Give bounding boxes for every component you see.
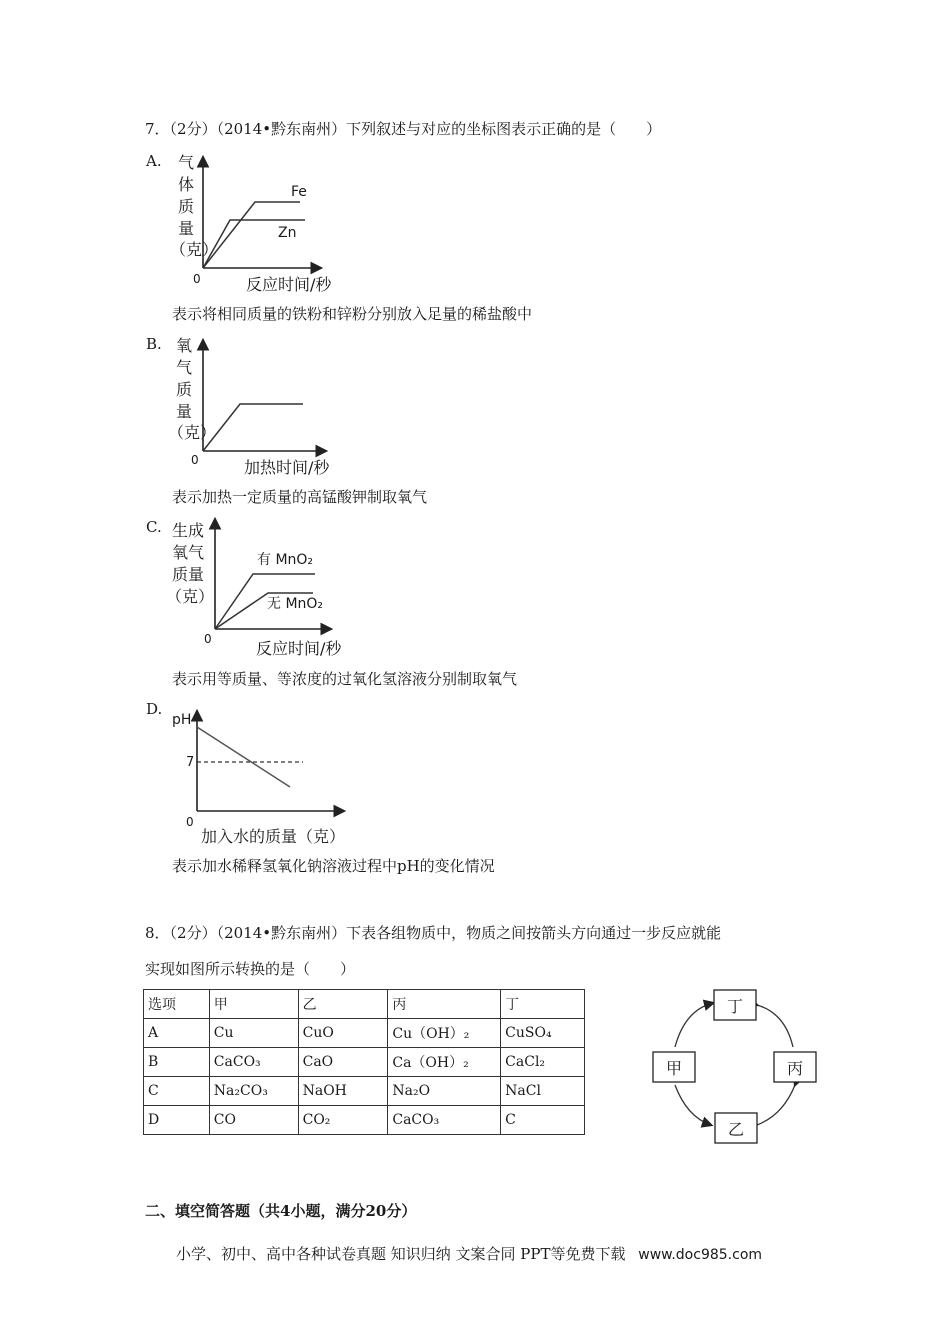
graph-c-ylabel-2: 氧气 <box>172 543 205 562</box>
table-cell: Cu（OH）₂ <box>388 1019 501 1048</box>
table-cell: Na₂O <box>388 1077 501 1106</box>
table-cell: CaO <box>298 1048 388 1077</box>
graph-a-ylabel-2: 体 <box>178 175 195 194</box>
arrow-jia-to-ding <box>675 1003 713 1047</box>
table-cell: A <box>144 1019 210 1048</box>
graph-a-ylabel-1: 气 <box>178 153 195 172</box>
graph-c-without-mno2-label: 无 MnO₂ <box>267 596 324 612</box>
graph-c-xlabel: 反应时间/秒 <box>256 639 342 658</box>
node-jia-label: 甲 <box>666 1059 683 1078</box>
table-cell: C <box>144 1077 210 1106</box>
table-row <box>144 1019 585 1048</box>
graph-a-ylabel-5: （克） <box>170 240 219 259</box>
option-c-letter: C. <box>146 518 162 536</box>
section2-heading: 二、填空简答题（共4小题，满分20分） <box>145 1202 417 1220</box>
graph-c <box>160 512 360 662</box>
graph-c-with-mno2-label: 有 MnO₂ <box>257 552 314 568</box>
graph-a-ylabel-4: 量 <box>178 219 195 238</box>
node-yi-label: 乙 <box>728 1120 745 1139</box>
table-cell: CO <box>209 1106 298 1135</box>
graph-b-ylabel-5: （克） <box>168 423 217 442</box>
option-b-desc: 表示加热一定质量的高锰酸钾制取氧气 <box>172 488 428 506</box>
table-header-row <box>144 990 585 1019</box>
arrow-bing-to-ding <box>757 1005 793 1047</box>
option-d-letter: D. <box>146 700 163 718</box>
table-cell: CuO <box>298 1019 388 1048</box>
graph-b-origin: 0 <box>191 453 199 467</box>
table-cell: CaCl₂ <box>501 1048 585 1077</box>
table-cell: NaCl <box>501 1077 585 1106</box>
graph-a <box>160 150 360 300</box>
table-cell: B <box>144 1048 210 1077</box>
table-cell: CuSO₄ <box>501 1019 585 1048</box>
table-header-cell: 丙 <box>388 990 501 1019</box>
table-row <box>144 1048 585 1077</box>
graph-b-line <box>203 404 303 451</box>
option-c-desc: 表示用等质量、等浓度的过氧化氢溶液分别制取氧气 <box>172 670 518 688</box>
footer-text: 小学、初中、高中各种试卷真题 知识归纳 文案合同 PPT等免费下载 <box>176 1245 626 1263</box>
table-cell: Ca（OH）₂ <box>388 1048 501 1077</box>
graph-b-ylabel-2: 气 <box>176 358 193 377</box>
graph-a-zn-label: Zn <box>278 225 297 241</box>
graph-b-ylabel-4: 量 <box>176 402 193 421</box>
graph-a-origin: 0 <box>193 272 201 286</box>
table-header-cell: 选项 <box>144 990 210 1019</box>
graph-b-xlabel: 加热时间/秒 <box>244 458 330 477</box>
graph-d-ph-line <box>197 727 290 787</box>
graph-b-ylabel-3: 质 <box>176 380 193 399</box>
table-header-cell: 甲 <box>209 990 298 1019</box>
conversion-cycle-diagram <box>645 985 825 1145</box>
table-cell: Cu <box>209 1019 298 1048</box>
q8-stem-line2: 实现如图所示转换的是（ ） <box>145 960 356 978</box>
footer-url[interactable]: www.doc985.com <box>638 1247 763 1263</box>
table-cell: CaCO₃ <box>388 1106 501 1135</box>
table-cell: C <box>501 1106 585 1135</box>
q7-stem: 7．（2分）（2014•黔东南州）下列叙述与对应的坐标图表示正确的是（ ） <box>145 120 662 138</box>
table-header-cell: 丁 <box>501 990 585 1019</box>
table-header-cell: 乙 <box>298 990 388 1019</box>
table-cell: CO₂ <box>298 1106 388 1135</box>
graph-a-ylabel-3: 质 <box>178 197 195 216</box>
q8-options-table <box>143 989 585 1135</box>
footer <box>176 1243 762 1264</box>
q8-stem-line1: 8．（2分）（2014•黔东南州）下表各组物质中，物质之间按箭头方向通过一步反应就能 <box>145 924 722 942</box>
graph-b <box>160 333 360 483</box>
node-bing-label: 丙 <box>787 1059 804 1078</box>
option-d-desc: 表示加水稀释氢氧化钠溶液过程中pH的变化情况 <box>172 857 495 875</box>
graph-d-origin: 0 <box>186 815 194 829</box>
graph-c-ylabel-1: 生成 <box>172 521 205 540</box>
graph-d-xlabel: 加入水的质量（克） <box>201 827 346 846</box>
table-cell: Na₂CO₃ <box>209 1077 298 1106</box>
table-cell: NaOH <box>298 1077 388 1106</box>
graph-d-ytick-7: 7 <box>186 755 195 770</box>
table-cell: CaCO₃ <box>209 1048 298 1077</box>
table-row <box>144 1077 585 1106</box>
graph-d <box>160 700 370 850</box>
graph-c-ylabel-4: （克） <box>166 587 215 606</box>
arrow-jia-to-yi <box>675 1085 711 1125</box>
graph-d-ylabel: pH <box>172 712 192 728</box>
graph-c-origin: 0 <box>204 632 212 646</box>
arrow-yi-to-bing <box>757 1085 795 1125</box>
graph-b-ylabel-1: 氧 <box>176 336 193 355</box>
option-b-letter: B. <box>146 335 162 353</box>
table-cell: D <box>144 1106 210 1135</box>
graph-a-xlabel: 反应时间/秒 <box>246 275 332 294</box>
graph-a-fe-label: Fe <box>291 184 307 200</box>
option-a-desc: 表示将相同质量的铁粉和锌粉分别放入足量的稀盐酸中 <box>172 305 533 323</box>
graph-c-ylabel-3: 质量 <box>172 565 205 584</box>
option-a-letter: A. <box>146 152 162 170</box>
node-ding-label: 丁 <box>727 997 744 1016</box>
table-row <box>144 1106 585 1135</box>
